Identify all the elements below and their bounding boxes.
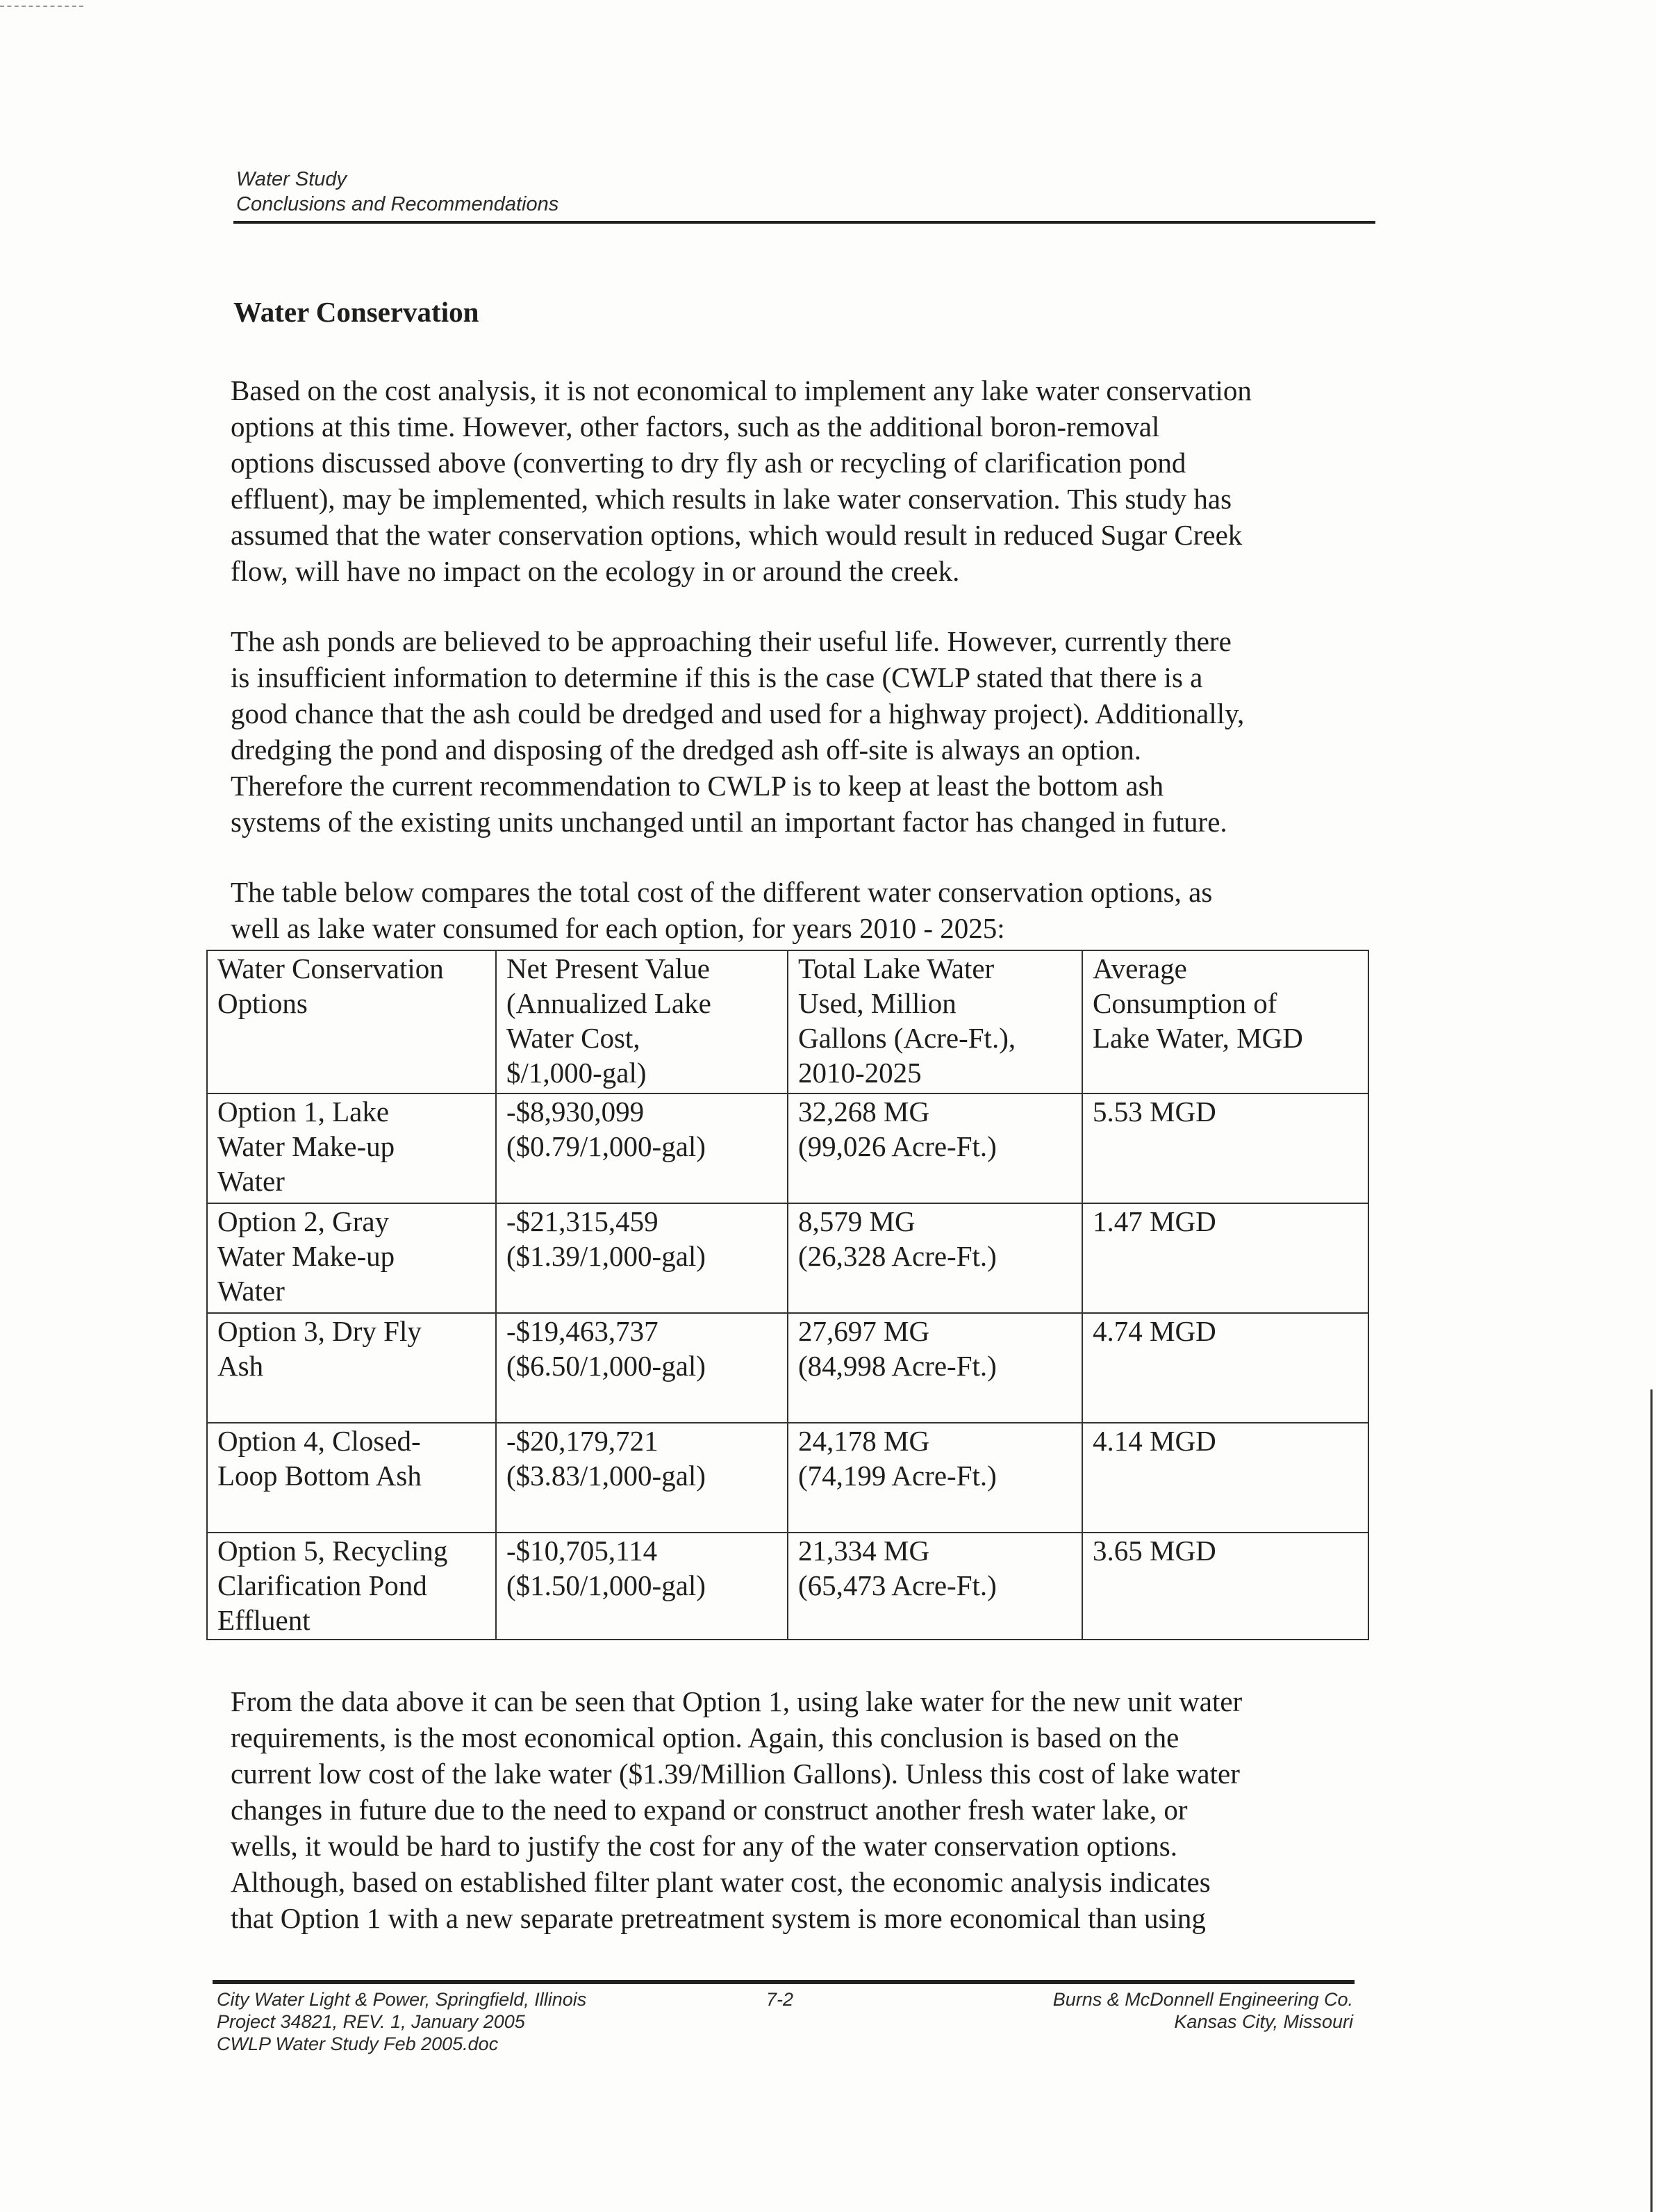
table-row (207, 1533, 1368, 1640)
table-cell: 21,334 MG (65,473 Acre-Ft.) (788, 1533, 1082, 1640)
text-line: well as lake water consumed for each option, for years 2010 - 2025: (231, 912, 1005, 944)
table-row (207, 1203, 1368, 1313)
footer-firm: Burns & McDonnell Engineering Co. (1052, 1989, 1353, 2010)
table-header-cell: Total Lake Water Used, Million Gallons (Acre-Ft.), 2010-2025 (788, 950, 1082, 1093)
text-line: systems of the existing units unchanged until an important factor has changed in future. (231, 806, 1227, 838)
text-line: wells, it would be hard to justify the cost for any of the water conservation options. (231, 1830, 1177, 1862)
table-cell: Option 3, Dry Fly Ash (207, 1313, 496, 1423)
conservation-options-table (206, 950, 1369, 1640)
section-title: Water Conservation (233, 296, 479, 328)
paragraph-2 (231, 623, 1377, 840)
footer-rule (213, 1980, 1355, 1984)
table-cell: Option 1, Lake Water Make-up Water (207, 1093, 496, 1203)
table-row (207, 1423, 1368, 1533)
text-line: The table below compares the total cost of the different water conservation options, as (231, 876, 1213, 908)
text-line: good chance that the ash could be dredged and used for a highway project). Additionally, (231, 698, 1245, 729)
paragraph-3 (231, 874, 1377, 946)
scan-artifact (0, 6, 83, 7)
footer-client: City Water Light & Power, Springfield, Illinois (217, 1989, 587, 2010)
conservation-table-wrapper (206, 950, 1368, 1640)
text-line: Therefore the current recommendation to CWLP is to keep at least the bottom ash (231, 770, 1164, 802)
table-header-cell: Water Conservation Options (207, 950, 496, 1093)
table-cell: -$21,315,459 ($1.39/1,000-gal) (496, 1203, 788, 1313)
header-rule (233, 221, 1375, 224)
table-cell: Option 4, Closed- Loop Bottom Ash (207, 1423, 496, 1533)
table-cell: 3.65 MGD (1082, 1533, 1368, 1640)
text-line: current low cost of the lake water ($1.39/Million Gallons). Unless this cost of lake water (231, 1758, 1240, 1790)
scan-edge-line (1650, 1389, 1653, 2212)
running-header (236, 167, 558, 217)
table-header-cell: Net Present Value (Annualized Lake Water Cost, $/1,000-gal) (496, 950, 788, 1093)
footer-location: Kansas City, Missouri (1174, 2011, 1353, 2032)
table-cell: 32,268 MG (99,026 Acre-Ft.) (788, 1093, 1082, 1203)
text-line: Based on the cost analysis, it is not economical to implement any lake water conservation (231, 374, 1252, 406)
text-line: assumed that the water conservation options, which would result in reduced Sugar Creek (231, 519, 1243, 551)
text-line: is insufficient information to determine if this is the case (CWLP stated that there is a (231, 661, 1203, 693)
footer-left (217, 1988, 586, 2055)
table-cell: -$19,463,737 ($6.50/1,000-gal) (496, 1313, 788, 1423)
table-header-cell: Average Consumption of Lake Water, MGD (1082, 950, 1368, 1093)
text-line: changes in future due to the need to expand or construct another fresh water lake, or (231, 1794, 1188, 1826)
text-line: dredging the pond and disposing of the dredged ash off-site is always an option. (231, 734, 1141, 766)
text-line: Although, based on established filter plant water cost, the economic analysis indicates (231, 1866, 1211, 1898)
text-line: requirements, is the most economical option. Again, this conclusion is based on the (231, 1722, 1179, 1753)
table-cell: 4.14 MGD (1082, 1423, 1368, 1533)
table-cell: -$10,705,114 ($1.50/1,000-gal) (496, 1533, 788, 1640)
page-number: 7-2 (766, 1989, 794, 2010)
table-header-row (207, 950, 1368, 1093)
footer-project: Project 34821, REV. 1, January 2005 (217, 2011, 525, 2032)
table-cell: -$8,930,099 ($0.79/1,000-gal) (496, 1093, 788, 1203)
table-cell: 27,697 MG (84,998 Acre-Ft.) (788, 1313, 1082, 1423)
table-cell: -$20,179,721 ($3.83/1,000-gal) (496, 1423, 788, 1533)
table-cell: 24,178 MG (74,199 Acre-Ft.) (788, 1423, 1082, 1533)
table-cell: Option 5, Recycling Clarification Pond Effluent (207, 1533, 496, 1640)
table-cell: 8,579 MG (26,328 Acre-Ft.) (788, 1203, 1082, 1313)
paragraph-4 (231, 1683, 1377, 1936)
footer-right (1053, 1988, 1353, 2033)
table-row (207, 1093, 1368, 1203)
table-cell: Option 2, Gray Water Make-up Water (207, 1203, 496, 1313)
text-line: that Option 1 with a new separate pretreatment system is more economical than using (231, 1902, 1206, 1934)
text-line: options at this time. However, other factors, such as the additional boron-removal (231, 411, 1160, 443)
table-row (207, 1313, 1368, 1423)
footer-filename: CWLP Water Study Feb 2005.doc (217, 2033, 499, 2054)
table-cell: 1.47 MGD (1082, 1203, 1368, 1313)
table-cell: 4.74 MGD (1082, 1313, 1368, 1423)
paragraph-1 (231, 372, 1377, 589)
text-line: From the data above it can be seen that Option 1, using lake water for the new unit water (231, 1685, 1243, 1717)
text-line: options discussed above (converting to dry fly ash or recycling of clarification pond (231, 447, 1186, 479)
header-title: Water Study (236, 168, 347, 190)
table-cell: 5.53 MGD (1082, 1093, 1368, 1203)
text-line: flow, will have no impact on the ecology in or around the creek. (231, 555, 960, 587)
header-subtitle: Conclusions and Recommendations (236, 193, 559, 215)
text-line: effluent), may be implemented, which results in lake water conservation. This study has (231, 483, 1232, 515)
text-line: The ash ponds are believed to be approaching their useful life. However, currently there (231, 625, 1232, 657)
